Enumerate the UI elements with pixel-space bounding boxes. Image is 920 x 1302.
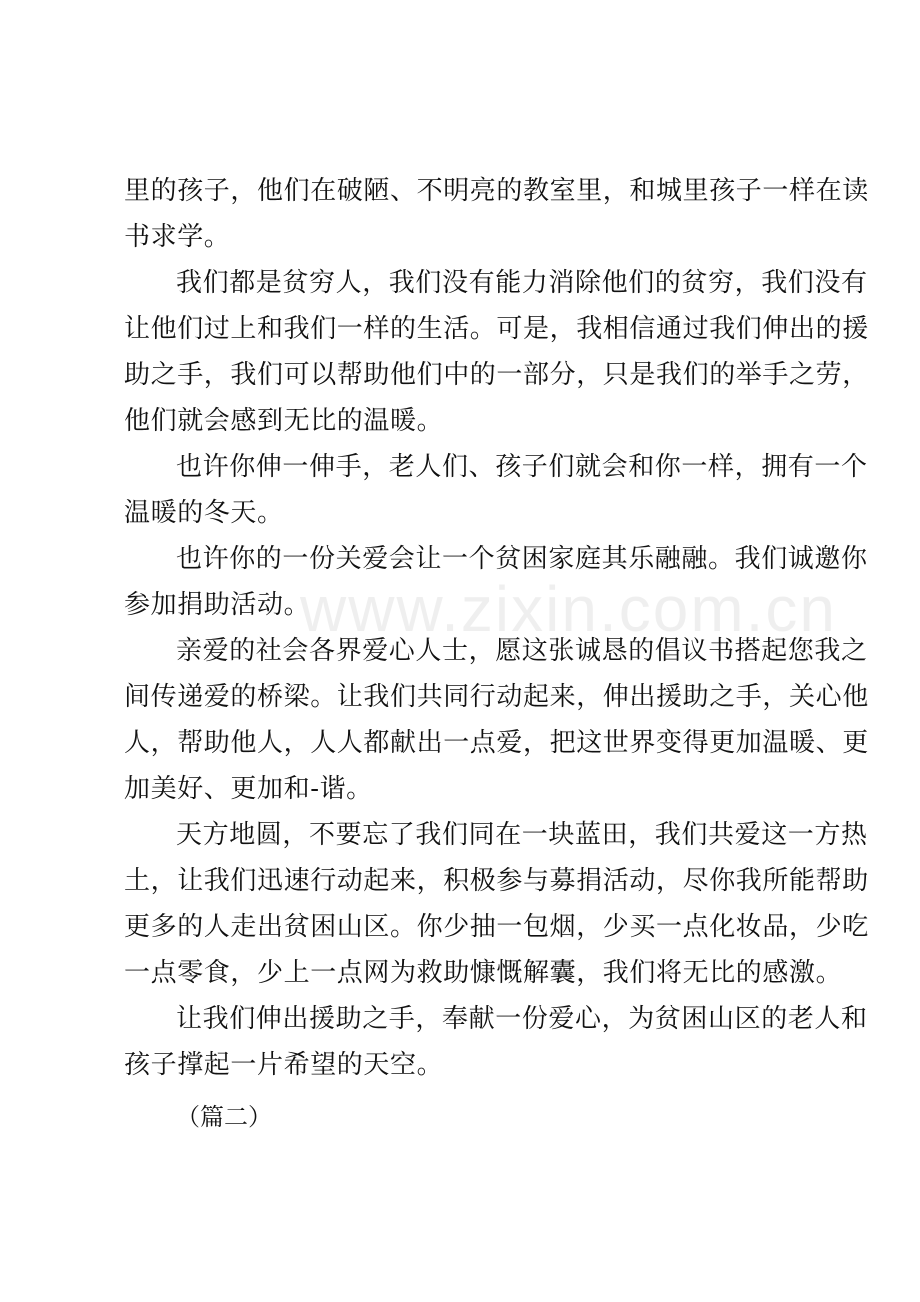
paragraph-line: 孩子撑起一片希望的天空。 xyxy=(124,1050,444,1080)
section-heading: （篇二） xyxy=(176,1103,272,1131)
paragraph-line: 我们都是贫穷人，我们没有能力消除他们的贫穷，我们没有 xyxy=(176,268,868,298)
paragraph-line: 亲爱的社会各界爱心人士，愿这张诚恳的倡议书搭起您我之 xyxy=(176,636,868,666)
paragraph-line: 天方地圆，不要忘了我们同在一块蓝田，我们共爱这一方热 xyxy=(176,820,868,850)
paragraph-line: 也许你伸一伸手，老人们、孩子们就会和你一样，拥有一个 xyxy=(176,452,868,482)
document-body xyxy=(124,168,869,1140)
watermark: www.zixin.com.cn xyxy=(300,573,837,645)
paragraph-7 xyxy=(124,996,868,1088)
paragraph-line: 加美好、更加和-谐。 xyxy=(124,774,373,804)
paragraph-6 xyxy=(124,812,869,996)
paragraph-line: 间传递爱的桥梁。让我们共同行动起来，伸出援助之手，关心他 xyxy=(124,682,869,712)
paragraph-line: 也许你的一份关爱会让一个贫困家庭其乐融融。我们诚邀你 xyxy=(176,544,868,574)
paragraph-2 xyxy=(124,260,869,444)
paragraph-line: 助之手，我们可以帮助他们中的一部分，只是我们的举手之劳， xyxy=(124,360,869,390)
paragraph-line: 让我们伸出援助之手，奉献一份爱心，为贫困山区的老人和 xyxy=(176,1004,868,1034)
paragraph-line: 他们就会感到无比的温暖。 xyxy=(124,406,444,436)
paragraph-3 xyxy=(124,444,868,536)
paragraph-line: 人，帮助他人，人人都献出一点爱，把这世界变得更加温暖、更 xyxy=(124,728,869,758)
paragraph-line: 一点零食，少上一点网为救助慷慨解囊，我们将无比的感激。 xyxy=(124,958,843,988)
paragraph-line: 让他们过上和我们一样的生活。可是，我相信通过我们伸出的援 xyxy=(124,314,869,344)
paragraph-line: 里的孩子，他们在破陋、不明亮的教室里，和城里孩子一样在读 xyxy=(124,176,869,206)
paragraph-1 xyxy=(124,168,869,260)
paragraph-line: 书求学。 xyxy=(124,222,231,252)
paragraph-line: 更多的人走出贫困山区。你少抽一包烟，少买一点化妆品，少吃 xyxy=(124,912,869,942)
paragraph-4 xyxy=(124,536,868,628)
paragraph-line: 参加捐助活动。 xyxy=(124,590,311,620)
paragraph-line: 土，让我们迅速行动起来，积极参与募捐活动，尽你我所能帮助 xyxy=(124,866,869,896)
paragraph-5 xyxy=(124,628,869,812)
paragraph-line: 温暖的冬天。 xyxy=(124,498,284,528)
